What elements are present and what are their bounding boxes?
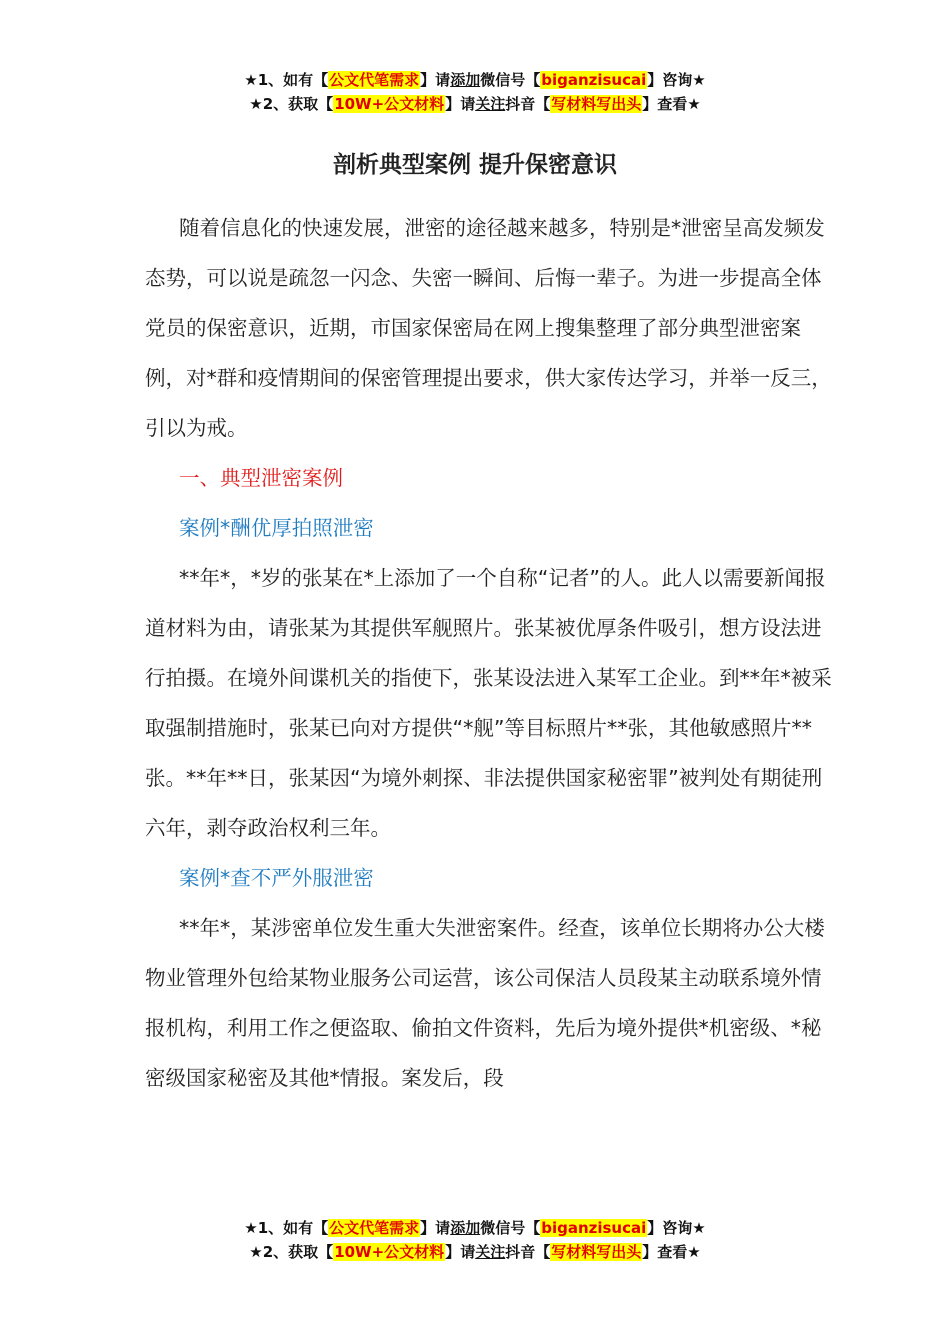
header-banner: [0, 68, 950, 116]
highlight-materials: 10W+公文材料: [334, 1243, 445, 1261]
banner-line-2: ★2、获取【10W+公文材料】请关注抖音【写材料写出头】查看★: [249, 1243, 701, 1261]
case-1-paragraph: **年*，*岁的张某在*上添加了一个自称“记者”的人。此人以需要新闻报道材料为由，请张某为其提供军舰照片。张某被优厚条件吸引，想方设法进行拍摄。在境外间谍机关的指使下，张某设法进入某军工企业。到**年*被采取强制措施时，张某已向对方提供“*舰”等目标照片**张，其他敏感照片**张。**年**日，张某因“为境外刺探、非法提供国家秘密罪”被判处有期徒刑六年，剥夺政治权利三年。: [145, 566, 832, 840]
highlight-douyin: 写材料写出头: [551, 1243, 642, 1261]
case-2-paragraph: **年*，某涉密单位发生重大失泄密案件。经查，该单位长期将办公大楼物业管理外包给某物业服务公司运营，该公司保洁人员段某主动联系境外情报机构，利用工作之便盗取、偷拍文件资料，先后为境外提供*机密级、*秘密级国家秘密及其他*情报。案发后，段: [145, 916, 825, 1090]
highlight-materials: 10W+公文材料: [334, 95, 445, 113]
highlight-wechat-id: biganzisucai: [541, 1219, 647, 1237]
section-heading: 一、典型泄密案例: [179, 466, 343, 490]
document-body: [145, 203, 835, 1103]
banner-line-1: ★1、如有【公文代笔需求】请添加微信号【biganzisucai】咨询★: [244, 1219, 706, 1237]
highlight-douyin: 写材料写出头: [551, 95, 642, 113]
intro-paragraph: 随着信息化的快速发展，泄密的途径越来越多，特别是*泄密呈高发频发态势，可以说是疏忽一闪念、失密一瞬间、后悔一辈子。为进一步提高全体党员的保密意识，近期，市国家保密局在网上搜集整理了部分典型泄密案例，对*群和疫情期间的保密管理提出要求，供大家传达学习，并举一反三，引以为戒。: [145, 216, 832, 440]
case-1-heading: 案例*酬优厚拍照泄密: [179, 516, 374, 540]
banner-line-2: ★2、获取【10W+公文材料】请关注抖音【写材料写出头】查看★: [249, 95, 701, 113]
highlight-service: 公文代笔需求: [329, 1219, 420, 1237]
case-2-heading: 案例*查不严外服泄密: [179, 866, 374, 890]
document-title: 剖析典型案例 提升保密意识: [332, 152, 617, 178]
highlight-wechat-id: biganzisucai: [541, 71, 647, 89]
banner-line-1: ★1、如有【公文代笔需求】请添加微信号【biganzisucai】咨询★: [244, 71, 706, 89]
highlight-service: 公文代笔需求: [329, 71, 420, 89]
footer-banner: [0, 1216, 950, 1264]
